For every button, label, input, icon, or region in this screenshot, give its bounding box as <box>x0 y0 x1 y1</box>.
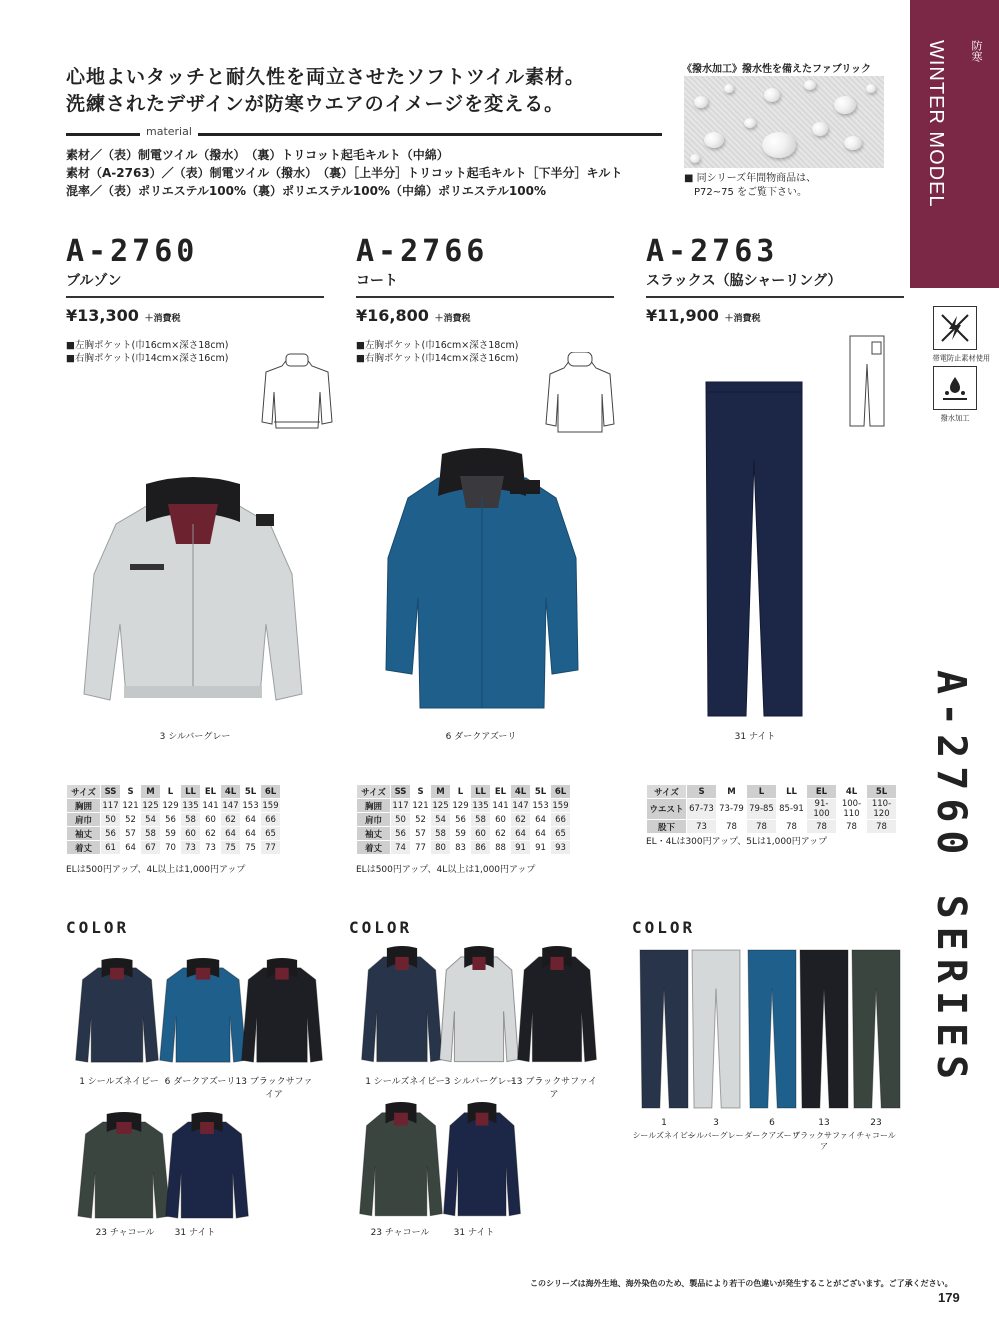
jacket-color-image <box>158 958 248 1066</box>
color-label: 31 ナイト <box>174 1228 216 1238</box>
size-cell: 59 <box>161 827 181 841</box>
side-tab-title: WINTER MODEL <box>925 40 947 208</box>
size-row <box>67 827 281 841</box>
size-cell: 147 <box>512 800 529 811</box>
size-row-header: 股下 <box>647 820 687 834</box>
size-cell: 58 <box>471 813 491 827</box>
product-price: ¥11,900 ＋消費税 <box>646 306 761 325</box>
size-cell: L <box>161 785 181 799</box>
size-cell: 64 <box>241 813 261 827</box>
size-row <box>67 813 281 827</box>
size-table-a2766 <box>356 784 571 855</box>
coat-color-image <box>360 946 444 1066</box>
size-cell: EL <box>807 785 837 799</box>
color-number: 1 <box>661 1118 667 1128</box>
product-name: コート <box>356 273 398 289</box>
coat-color-image <box>516 946 598 1066</box>
size-cell: 67 <box>141 841 161 855</box>
coat-a2766-image <box>380 448 584 724</box>
color-label: チャコール <box>856 1131 896 1140</box>
size-cell: 78 <box>837 820 867 834</box>
color-label: 1 シールズネイビー <box>365 1077 445 1087</box>
size-cell: 78 <box>717 820 747 834</box>
size-cell: 79-85 <box>747 799 777 820</box>
size-cell: 125 <box>142 800 159 811</box>
size-cell: SS <box>391 785 411 799</box>
coat-color-image <box>358 1102 444 1220</box>
size-cell: 121 <box>122 800 139 811</box>
size-cell: 88 <box>491 841 511 855</box>
product-pockets: ■左胸ポケット(巾16cm×深さ18cm) ■右胸ポケット(巾14cm×深さ16cm) <box>66 340 229 364</box>
size-cell: 64 <box>511 827 531 841</box>
size-cell: M <box>717 785 747 799</box>
color-label: ブラックサファイア <box>792 1131 856 1151</box>
size-cell: 74 <box>391 841 411 855</box>
coat-color-image <box>442 1102 522 1220</box>
color-label: 31 ナイト <box>453 1228 495 1238</box>
size-row <box>647 799 897 820</box>
size-cell: 117 <box>102 800 119 811</box>
main-caption: 31 ナイト <box>734 732 776 742</box>
size-cell: 75 <box>221 841 241 855</box>
antistatic-icon <box>933 306 977 350</box>
size-cell: 147 <box>222 800 239 811</box>
size-cell: 64 <box>531 813 551 827</box>
product-code: A-2766 <box>356 234 489 269</box>
size-cell: 60 <box>181 827 201 841</box>
product-price: ¥16,800 ＋消費税 <box>356 306 471 325</box>
page-number: 179 <box>938 1290 960 1305</box>
coat-color-image <box>438 946 520 1066</box>
product-name: スラックス（脇シャーリング） <box>646 273 842 289</box>
size-cell: 4L <box>221 785 241 799</box>
slacks-color-image <box>638 948 690 1110</box>
size-note: ELは500円アップ、4L以上は1,000円アップ <box>66 865 246 875</box>
product-pockets: ■左胸ポケット(巾16cm×深さ18cm) ■右胸ポケット(巾14cm×深さ16cm) <box>356 340 519 364</box>
size-cell: 60 <box>491 813 511 827</box>
product-code: A-2763 <box>646 234 779 269</box>
size-row <box>357 799 571 813</box>
size-cell: M <box>431 785 451 799</box>
color-label: 13 ブラックサファイア <box>235 1077 313 1100</box>
size-row-header: サイズ <box>67 785 101 799</box>
size-row-header: 着丈 <box>357 841 391 855</box>
size-cell: 56 <box>161 813 181 827</box>
size-row-header: 胸囲 <box>357 799 391 813</box>
size-cell: 58 <box>431 827 451 841</box>
color-number: 13 <box>818 1118 830 1128</box>
water-repellent-icon <box>933 366 977 410</box>
size-cell: S <box>687 785 717 799</box>
color-heading: COLOR <box>632 918 696 937</box>
fabric-note-line: P72~75 をご覧下さい。 <box>694 187 808 198</box>
size-row <box>67 841 281 855</box>
size-cell: 64 <box>241 827 261 841</box>
product-price: ¥13,300 ＋消費税 <box>66 306 181 325</box>
size-cell: 5L <box>531 785 551 799</box>
size-cell: 6L <box>551 785 571 799</box>
size-cell: 91-100 <box>807 799 837 820</box>
size-cell: 4L <box>837 785 867 799</box>
size-cell: 54 <box>431 813 451 827</box>
size-cell: EL <box>201 785 221 799</box>
size-row-header: サイズ <box>357 785 391 799</box>
size-cell: 159 <box>552 800 569 811</box>
size-cell: 75 <box>241 841 261 855</box>
jacket-a2760-image <box>80 474 306 718</box>
slacks-color-image <box>746 948 798 1110</box>
size-cell: 59 <box>451 827 471 841</box>
size-row <box>647 820 897 834</box>
size-cell: 70 <box>161 841 181 855</box>
footnote: このシリーズは海外生地、海外染色のため、製品により若干の色違いが発生することがございます。ご了承ください。 <box>530 1279 953 1288</box>
size-row-header: 肩巾 <box>67 813 101 827</box>
size-cell: 54 <box>141 813 161 827</box>
size-cell: 56 <box>101 827 121 841</box>
size-row <box>67 799 281 813</box>
front-view-sketch <box>846 334 888 428</box>
size-cell: 58 <box>181 813 201 827</box>
size-cell: 5L <box>241 785 261 799</box>
size-cell: 4L <box>511 785 531 799</box>
size-row-header: 着丈 <box>67 841 101 855</box>
size-cell: 67-73 <box>687 799 717 820</box>
size-cell: 78 <box>777 820 807 834</box>
size-cell: 125 <box>432 800 449 811</box>
size-cell: 57 <box>411 827 431 841</box>
size-cell: 62 <box>491 827 511 841</box>
size-cell: 83 <box>451 841 471 855</box>
size-cell: SS <box>101 785 121 799</box>
size-cell: 121 <box>412 800 429 811</box>
main-caption: 6 ダークアズーリ <box>445 732 517 742</box>
color-heading: COLOR <box>66 918 130 937</box>
slacks-color-image <box>690 948 742 1110</box>
slacks-color-image <box>798 948 850 1110</box>
size-cell: LL <box>777 785 807 799</box>
size-cell: 80 <box>431 841 451 855</box>
color-number: 23 <box>870 1118 882 1128</box>
color-heading: COLOR <box>349 918 413 937</box>
size-row-header: 袖丈 <box>357 827 391 841</box>
slacks-color-image <box>850 948 902 1110</box>
color-label: 1 シールズネイビー <box>79 1077 159 1087</box>
size-row <box>67 785 281 799</box>
jacket-color-image <box>164 1112 250 1222</box>
size-cell: 73 <box>687 820 717 834</box>
size-cell: 135 <box>472 800 489 811</box>
feature-antistatic <box>930 306 991 364</box>
material-line: 混率／（表）ポリエステル100%（裏）ポリエステル100%（中綿）ポリエステル100% <box>66 184 546 198</box>
size-cell: 56 <box>451 813 471 827</box>
series-label: A-2760 SERIES <box>928 670 974 1088</box>
color-number: 3 <box>713 1118 719 1128</box>
size-cell: 78 <box>747 820 777 834</box>
size-cell: 78 <box>867 820 897 834</box>
size-cell: 77 <box>411 841 431 855</box>
size-row <box>357 827 571 841</box>
color-number: 6 <box>769 1118 775 1128</box>
size-cell: 73-79 <box>717 799 747 820</box>
size-cell: 73 <box>181 841 201 855</box>
size-cell: 129 <box>162 800 179 811</box>
feature-label: 撥水加工 <box>940 414 970 423</box>
size-cell: 62 <box>511 813 531 827</box>
color-label: ダークアズーリ <box>744 1131 800 1140</box>
size-cell: 93 <box>551 841 571 855</box>
size-row <box>357 813 571 827</box>
size-cell: 110-120 <box>867 799 897 820</box>
size-note: EL・4Lは300円アップ、5Lは1,000円アップ <box>646 837 828 847</box>
jacket-color-image <box>74 958 160 1066</box>
size-cell: 91 <box>531 841 551 855</box>
size-cell: 61 <box>101 841 121 855</box>
fabric-note-line: ■ 同シリーズ年間物商品は、 <box>684 173 817 184</box>
size-row-header: ウエスト <box>647 799 687 820</box>
size-cell: L <box>747 785 777 799</box>
material-line: 素材（A-2763）／（表）制電ツイル（撥水） （裏）［上半分］トリコット起毛キルト［下半分］キルト <box>66 166 623 180</box>
back-view-sketch <box>258 352 336 432</box>
back-view-sketch <box>544 352 616 434</box>
size-cell: 64 <box>221 827 241 841</box>
size-row-header: 胸囲 <box>67 799 101 813</box>
side-tab-sub: 防寒 <box>970 40 983 62</box>
product-name: ブルゾン <box>66 273 122 289</box>
size-cell: 66 <box>551 813 571 827</box>
size-cell: 64 <box>121 841 141 855</box>
size-table-a2760 <box>66 784 281 855</box>
size-note: ELは500円アップ、4L以上は1,000円アップ <box>356 865 536 875</box>
size-cell: 58 <box>141 827 161 841</box>
color-label: シールズネイビー <box>632 1131 696 1140</box>
size-row <box>647 785 897 799</box>
fabric-note <box>684 172 816 200</box>
size-cell: 73 <box>201 841 221 855</box>
size-table-a2763 <box>646 784 897 834</box>
size-cell: 5L <box>867 785 897 799</box>
fabric-swatch-image <box>684 76 884 168</box>
size-cell: 56 <box>391 827 411 841</box>
size-cell: 62 <box>221 813 241 827</box>
size-cell: 60 <box>471 827 491 841</box>
size-cell: 6L <box>261 785 281 799</box>
size-cell: 86 <box>471 841 491 855</box>
product-code: A-2760 <box>66 234 199 269</box>
headline-line: 心地よいタッチと耐久性を両立させたソフトツイル素材。 <box>66 66 586 88</box>
size-cell: S <box>411 785 431 799</box>
size-cell: 60 <box>201 813 221 827</box>
jacket-color-image <box>240 958 324 1066</box>
size-cell: 52 <box>121 813 141 827</box>
size-cell: LL <box>471 785 491 799</box>
size-row-header: サイズ <box>647 785 687 799</box>
headline-line: 洗練されたデザインが防寒ウエアのイメージを変える。 <box>66 93 565 115</box>
size-cell: 77 <box>261 841 281 855</box>
size-cell: S <box>121 785 141 799</box>
size-cell: L <box>451 785 471 799</box>
color-label: シルバーグレー <box>688 1131 744 1140</box>
size-cell: 52 <box>411 813 431 827</box>
product-a2760 <box>66 236 324 365</box>
size-row <box>357 785 571 799</box>
size-cell: 135 <box>182 800 199 811</box>
size-cell: 62 <box>201 827 221 841</box>
size-row <box>357 841 571 855</box>
size-cell: 153 <box>532 800 549 811</box>
size-cell: 91 <box>511 841 531 855</box>
product-a2766 <box>356 236 614 365</box>
material-line: 素材／（表）制電ツイル（撥水） （裏）トリコット起毛キルト（中綿） <box>66 148 449 162</box>
color-label: 6 ダークアズーリ <box>164 1077 236 1087</box>
size-cell: 78 <box>807 820 837 834</box>
size-cell: 117 <box>392 800 409 811</box>
size-cell: 50 <box>391 813 411 827</box>
material-tag: material <box>140 125 198 138</box>
material-lines <box>66 146 622 200</box>
size-cell: 141 <box>202 800 219 811</box>
color-label: 23 チャコール <box>370 1228 430 1238</box>
size-cell: 153 <box>242 800 259 811</box>
color-label: 13 ブラックサファイア <box>511 1077 597 1100</box>
headline <box>66 64 585 118</box>
size-cell: 159 <box>262 800 279 811</box>
size-row-header: 肩巾 <box>357 813 391 827</box>
size-cell: 129 <box>452 800 469 811</box>
color-label: 3 シルバーグレー <box>444 1077 516 1087</box>
size-cell: 65 <box>261 827 281 841</box>
size-cell: 141 <box>492 800 509 811</box>
size-cell: 64 <box>531 827 551 841</box>
side-tab <box>910 0 999 288</box>
feature-water-repellent <box>930 366 980 424</box>
size-cell: 50 <box>101 813 121 827</box>
product-a2763 <box>646 236 904 325</box>
fabric-caption: 《撥水加工》撥水性を備えたファブリック <box>682 64 871 75</box>
size-cell: 66 <box>261 813 281 827</box>
feature-label: 帯電防止素材使用 <box>932 354 991 363</box>
slacks-a2763-image <box>702 380 806 720</box>
size-cell: M <box>141 785 161 799</box>
size-cell: 85-91 <box>777 799 807 820</box>
color-label: 23 チャコール <box>95 1228 155 1238</box>
size-cell: 100-110 <box>837 799 867 820</box>
size-cell: 65 <box>551 827 571 841</box>
jacket-color-image <box>76 1112 172 1222</box>
size-cell: LL <box>181 785 201 799</box>
size-cell: EL <box>491 785 511 799</box>
size-row-header: 袖丈 <box>67 827 101 841</box>
size-cell: 57 <box>121 827 141 841</box>
main-caption: 3 シルバーグレー <box>159 732 231 742</box>
